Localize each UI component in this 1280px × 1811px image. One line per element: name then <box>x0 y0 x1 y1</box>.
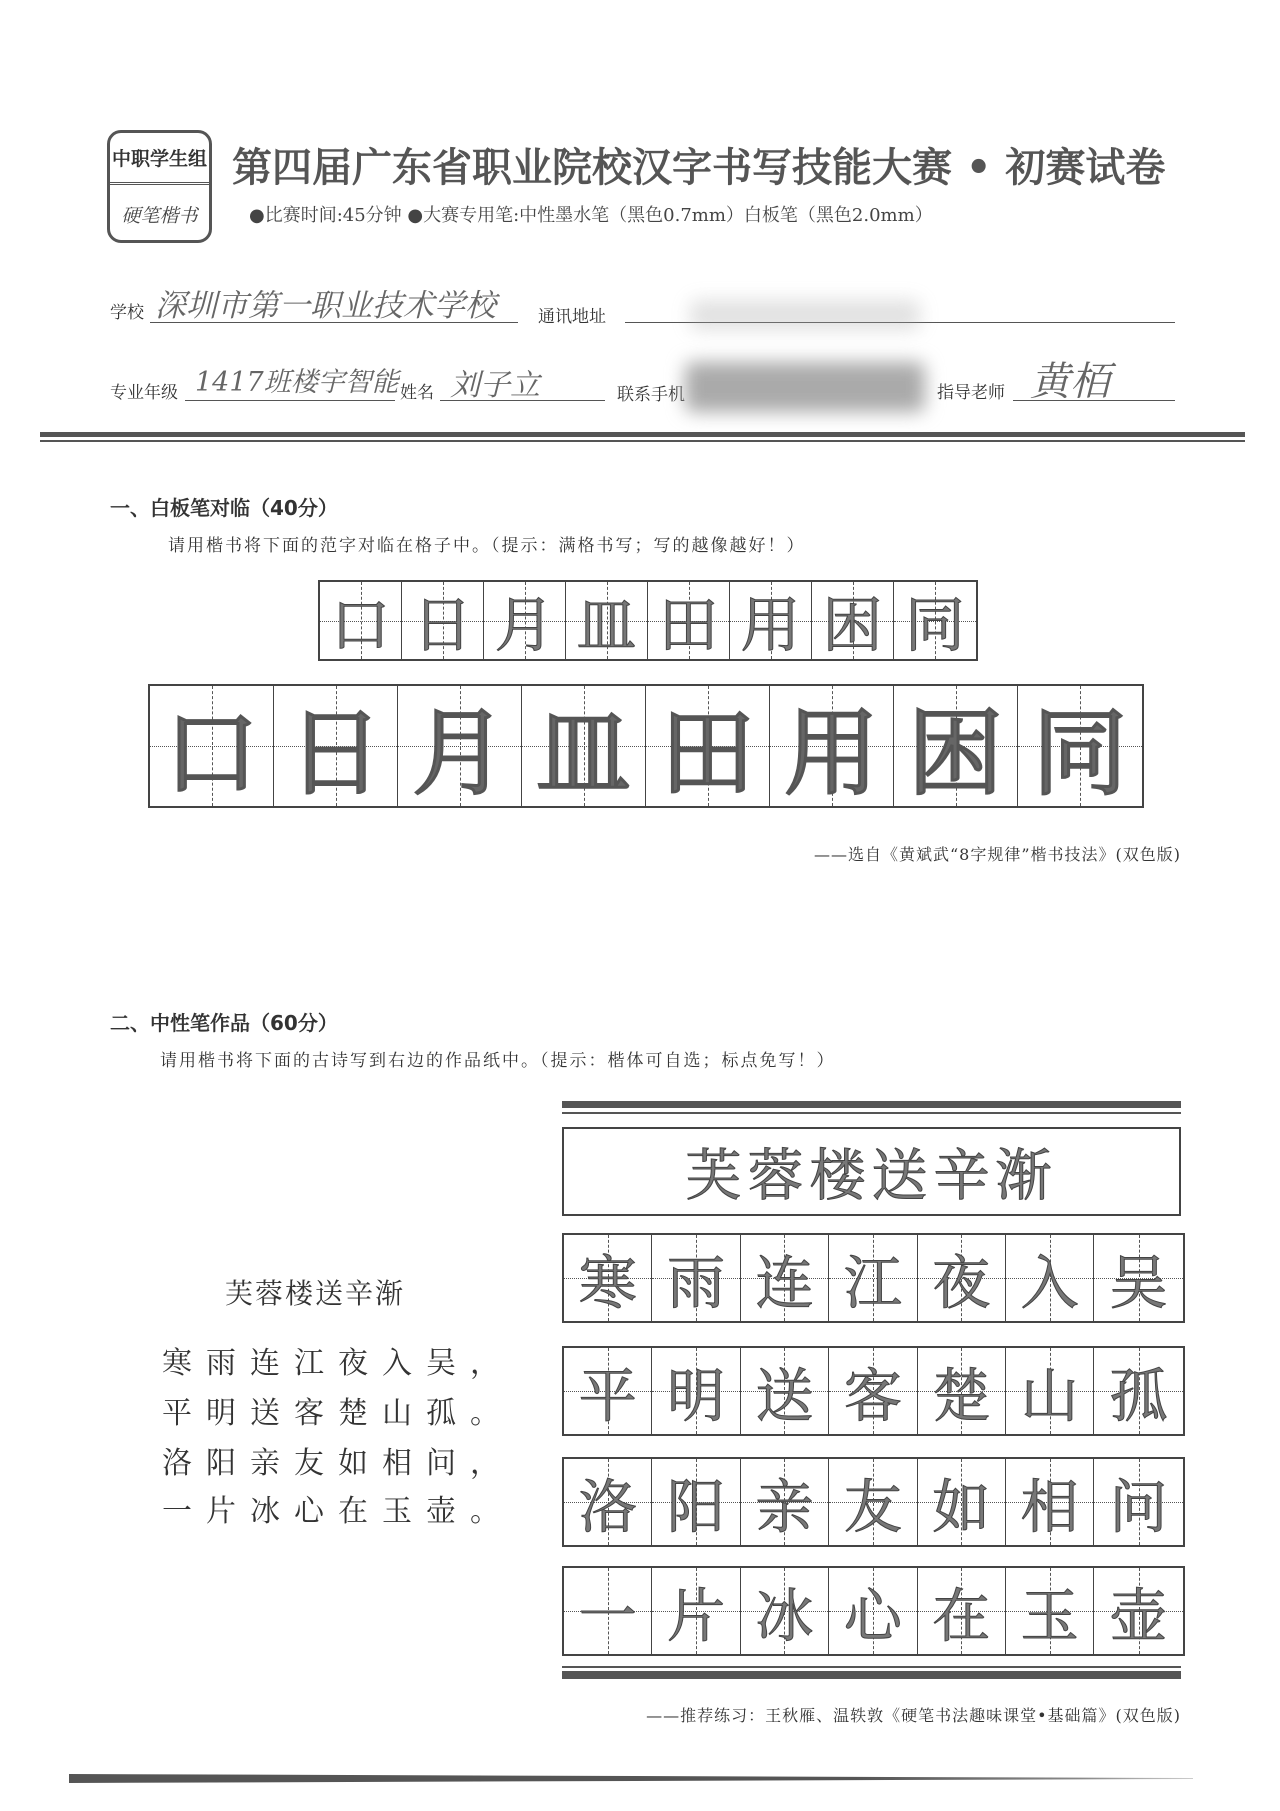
sample-char: 同 <box>905 590 965 661</box>
header-divider-thick <box>40 432 1245 437</box>
written-char: 壶 <box>1109 1582 1168 1650</box>
written-char: 雨 <box>667 1249 726 1317</box>
frame-bottom-thin <box>562 1666 1181 1668</box>
written-char: 口 <box>163 699 259 809</box>
sample-chars-grid <box>318 580 978 661</box>
frame-top-thin <box>562 1112 1181 1114</box>
sample-char: 田 <box>658 590 719 661</box>
grid-cell <box>829 1235 917 1321</box>
written-char: 用 <box>783 699 879 809</box>
written-char: 送 <box>755 1362 814 1430</box>
copy-chars-grid <box>148 684 1144 808</box>
major-field[interactable] <box>185 400 395 401</box>
redacted-phone <box>685 362 925 412</box>
grid-cell <box>741 1348 829 1434</box>
section2-heading: 二、中性笔作品（60分） <box>110 1011 338 1035</box>
grid-cell <box>1094 1568 1182 1654</box>
written-char: 夜 <box>932 1249 991 1317</box>
written-char: 如 <box>932 1473 991 1541</box>
grid-cell <box>652 1459 740 1545</box>
school-label: 学校 <box>110 303 144 323</box>
sample-char: 日 <box>412 590 473 661</box>
grid-cell <box>741 1568 829 1654</box>
section2-instruction: 请用楷书将下面的古诗写到右边的作品纸中。（提示：楷体可自选；标点免写！） <box>160 1051 836 1071</box>
poem-title: 芙蓉楼送辛渐 <box>225 1277 406 1310</box>
poem-line: 寒雨连江夜入吴， <box>162 1346 514 1381</box>
grid-cell <box>398 686 522 809</box>
written-char: 寒 <box>578 1249 637 1317</box>
written-char: 玉 <box>1020 1582 1079 1650</box>
name-value: 刘子立 <box>450 368 540 403</box>
section2-attribution: ——推荐练习：王秋雁、温轶敦《硬笔书法趣味课堂•基础篇》(双色版) <box>646 1706 1181 1725</box>
grid-cell <box>652 1568 740 1654</box>
grid-cell <box>741 1459 829 1545</box>
written-char: 片 <box>667 1582 726 1650</box>
written-char: 连 <box>755 1249 814 1317</box>
grid-cell <box>648 582 730 659</box>
grid-cell <box>564 1235 652 1321</box>
poem-row-4 <box>562 1566 1185 1656</box>
poem-line: 平明送客楚山孤。 <box>162 1396 514 1431</box>
sample-char: 口 <box>330 590 391 661</box>
badge-group-label: 中职学生组 <box>110 133 209 185</box>
written-title-box: 芙蓉楼送辛渐 <box>562 1127 1181 1216</box>
grid-cell <box>1094 1459 1182 1545</box>
poem-row-2 <box>562 1346 1185 1436</box>
grid-cell <box>770 686 894 809</box>
grid-cell <box>564 1348 652 1434</box>
written-char: 日 <box>287 699 383 809</box>
grid-cell <box>894 686 1018 809</box>
grid-cell <box>918 1235 1006 1321</box>
poem-row-1 <box>562 1233 1185 1323</box>
grid-cell <box>829 1568 917 1654</box>
written-char: 相 <box>1020 1473 1079 1541</box>
written-char: 田 <box>659 699 755 809</box>
sample-char: 皿 <box>576 590 637 661</box>
sample-char: 用 <box>740 590 801 661</box>
grid-cell <box>1006 1348 1094 1434</box>
grid-cell <box>566 582 648 659</box>
sample-char: 月 <box>494 590 555 661</box>
teacher-label: 指导老师 <box>937 383 1005 403</box>
grid-cell <box>320 582 402 659</box>
header-divider-thin <box>40 440 1245 442</box>
grid-cell <box>564 1568 652 1654</box>
section1-attribution: ——选自《黄斌武“8字规律”楷书技法》(双色版) <box>813 845 1181 864</box>
frame-top-thick <box>562 1101 1181 1108</box>
grid-cell <box>1006 1568 1094 1654</box>
major-value: 1417班楼宇智能 <box>195 367 399 398</box>
grid-cell <box>484 582 566 659</box>
grid-cell <box>522 686 646 809</box>
written-char: 江 <box>843 1249 902 1317</box>
written-char: 同 <box>1032 699 1128 809</box>
written-char: 明 <box>667 1362 726 1430</box>
written-char: 吴 <box>1109 1249 1168 1317</box>
written-char: 心 <box>843 1582 902 1650</box>
grid-cell <box>1094 1348 1182 1434</box>
written-char: 皿 <box>535 699 631 809</box>
written-char: 洛 <box>578 1473 637 1541</box>
written-char: 楚 <box>932 1362 991 1430</box>
grid-cell <box>1094 1235 1182 1321</box>
section1-heading: 一、白板笔对临（40分） <box>110 496 338 520</box>
grid-cell <box>829 1459 917 1545</box>
grid-cell <box>646 686 770 809</box>
written-char: 客 <box>843 1362 902 1430</box>
grid-cell <box>829 1348 917 1434</box>
grid-cell <box>894 582 976 659</box>
category-badge <box>107 130 212 243</box>
grid-cell <box>741 1235 829 1321</box>
written-char: 困 <box>907 699 1003 809</box>
poem-row-3 <box>562 1457 1185 1547</box>
written-char: 入 <box>1020 1249 1079 1317</box>
grid-cell <box>730 582 812 659</box>
written-char: 孤 <box>1109 1362 1168 1430</box>
grid-cell <box>652 1235 740 1321</box>
phone-label: 联系手机 <box>617 385 685 405</box>
grid-cell <box>1006 1235 1094 1321</box>
page-title: 第四届广东省职业院校汉字书写技能大赛 • 初赛试卷 <box>232 145 1166 191</box>
name-label: 姓名 <box>400 383 434 403</box>
written-char: 一 <box>578 1582 637 1650</box>
section1-instruction: 请用楷书将下面的范字对临在格子中。（提示：满格书写；写的越像越好！） <box>168 536 806 556</box>
poem-line: 一片冰心在玉壶。 <box>162 1494 514 1529</box>
sample-char: 困 <box>822 590 883 661</box>
footer-rule <box>69 1774 1193 1783</box>
badge-category-label: 硬笔楷书 <box>121 205 198 227</box>
exam-info: ●比赛时间:45分钟 ●大赛专用笔:中性墨水笔（黑色0.7mm）白板笔（黑色2.0mm） <box>249 205 933 226</box>
frame-bottom-thick <box>562 1671 1181 1679</box>
grid-cell <box>1006 1459 1094 1545</box>
grid-cell <box>402 582 484 659</box>
grid-cell <box>652 1348 740 1434</box>
school-value: 深圳市第一职业技术学校 <box>155 288 496 324</box>
grid-cell <box>918 1459 1006 1545</box>
address-label: 通讯地址 <box>538 307 606 327</box>
written-char: 友 <box>843 1473 902 1541</box>
grid-cell <box>564 1459 652 1545</box>
grid-cell <box>150 686 274 809</box>
written-char: 山 <box>1020 1362 1079 1430</box>
grid-cell <box>918 1568 1006 1654</box>
written-char: 在 <box>932 1582 991 1650</box>
grid-cell <box>812 582 894 659</box>
written-char: 问 <box>1109 1473 1168 1541</box>
teacher-value: 黄栢 <box>1030 359 1110 405</box>
written-char: 冰 <box>755 1582 814 1650</box>
poem-line: 洛阳亲友如相问， <box>162 1446 514 1481</box>
grid-cell <box>918 1348 1006 1434</box>
written-char: 月 <box>411 699 507 809</box>
written-char: 平 <box>578 1362 637 1430</box>
grid-cell <box>1018 686 1142 809</box>
major-label: 专业年级 <box>110 383 178 403</box>
redacted-address <box>690 300 920 330</box>
written-char: 阳 <box>667 1473 726 1541</box>
written-char: 亲 <box>755 1473 814 1541</box>
grid-cell <box>274 686 398 809</box>
